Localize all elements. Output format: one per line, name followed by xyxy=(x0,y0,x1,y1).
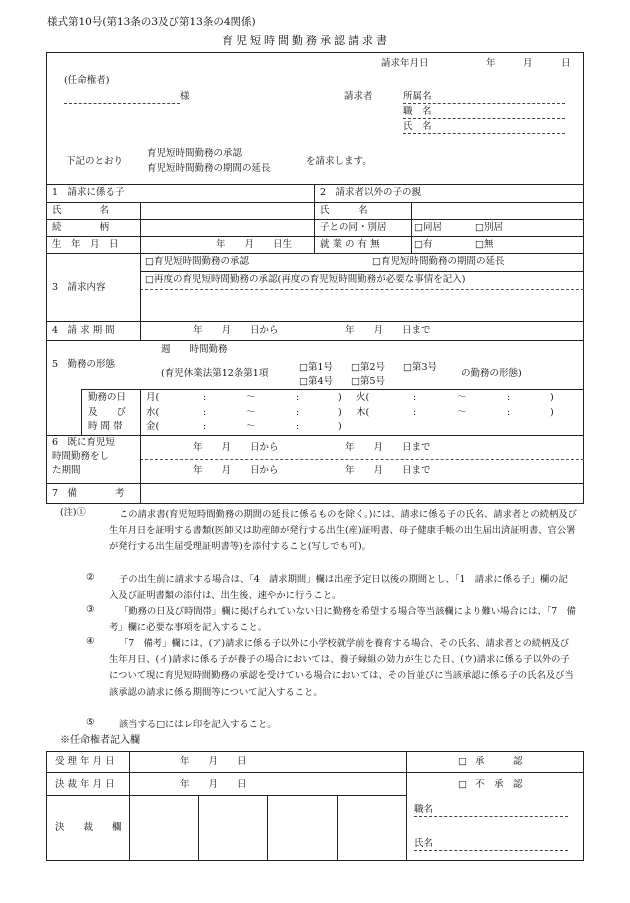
cohab-label: 子との同・別居 xyxy=(320,222,387,233)
period-from-field[interactable]: 年 月 日から xyxy=(193,325,279,336)
colon: : xyxy=(507,392,511,403)
divider xyxy=(46,435,584,436)
cohab-same-checkbox[interactable]: □ 同居 xyxy=(414,222,442,234)
schedule-wed[interactable]: 水( xyxy=(146,407,160,418)
sama-text: 様 xyxy=(180,91,190,102)
divider xyxy=(46,184,584,185)
requester-label: 請求者 xyxy=(344,91,373,102)
prior-period2-from[interactable]: 年 月 日から xyxy=(193,465,279,476)
note4-head: ④ xyxy=(86,636,95,647)
law-reference-tail: の勤務の形態) xyxy=(461,368,522,379)
kessai-cell[interactable] xyxy=(200,797,266,860)
note2: 子の出生前に請求する場合は、「4 請求期間」欄は出産予定日以後の期間とし、「1 請求に係る子」欄の記入及び証明書類の添付は、出生後、速やかに行うこと。 xyxy=(109,574,568,602)
section7-label: 7 備 考 xyxy=(52,488,125,499)
kessai-cell[interactable] xyxy=(269,797,335,860)
section2-heading: 2 請求者以外の子の親 xyxy=(320,187,422,198)
divider xyxy=(46,202,584,203)
divider xyxy=(81,389,584,390)
divider xyxy=(337,795,338,861)
divider xyxy=(81,389,82,435)
parent-name-label: 氏 名 xyxy=(320,205,368,216)
employment-no-checkbox[interactable]: □ 無 xyxy=(475,239,494,251)
divider xyxy=(267,795,268,861)
colon: : xyxy=(413,407,417,418)
divider xyxy=(46,795,406,796)
section6-label-1: 6 既に育児短 xyxy=(52,437,116,448)
appointer-label: (任命権者) xyxy=(64,75,110,86)
schedule-thu[interactable]: 木( xyxy=(356,407,370,418)
child-name-label: 氏 名 xyxy=(52,205,110,216)
employment-yes-checkbox[interactable]: □ 有 xyxy=(414,239,433,251)
schedule-label-1: 勤務の日 xyxy=(88,392,127,403)
tilde: ～ xyxy=(457,407,467,418)
tilde: ～ xyxy=(246,407,256,418)
colon: : xyxy=(296,407,300,418)
close-paren: ) xyxy=(550,407,554,418)
appointer-name-field[interactable] xyxy=(64,91,190,104)
child-birth-field[interactable]: 年 月 日生 xyxy=(216,239,293,250)
content-reapprove-checkbox[interactable]: □ 再度の育児短時間勤務の承認(再度の育児短時間勤務が必要な事情を記入) xyxy=(145,274,465,286)
item5-checkbox[interactable]: □ 第5号 xyxy=(351,376,385,388)
employment-label: 就 業 の 有 無 xyxy=(320,239,380,250)
colon: : xyxy=(203,421,207,432)
section4-label: 4 請 求 期 間 xyxy=(52,325,115,336)
affiliation-field[interactable]: 所属名 xyxy=(403,91,565,104)
request-date-label: 請求年月日 xyxy=(381,58,429,69)
schedule-label-2: 及 び xyxy=(88,407,127,418)
note2-head: ② xyxy=(86,572,95,583)
period-to-field[interactable]: 年 月 日まで xyxy=(345,325,431,336)
request-option-extend: 育児短時間勤務の期間の延長 xyxy=(147,163,271,174)
approve-checkbox[interactable]: □ 承 認 xyxy=(458,756,523,768)
colon: : xyxy=(203,392,207,403)
divider xyxy=(46,219,584,220)
dashed-divider xyxy=(140,459,584,460)
tilde: ～ xyxy=(246,421,256,432)
note5-head: ⑤ xyxy=(86,717,95,728)
divider xyxy=(140,253,141,340)
content-extend-checkbox[interactable]: □ 育児短時間勤務の期間の延長 xyxy=(372,256,505,268)
schedule-mon[interactable]: 月( xyxy=(146,392,160,403)
cohab-separate-checkbox[interactable]: □ 別居 xyxy=(475,222,503,234)
divider xyxy=(314,184,315,253)
close-paren: ) xyxy=(338,392,342,403)
close-paren: ) xyxy=(338,407,342,418)
law-reference: (育児休業法第12条第1項 xyxy=(161,368,269,379)
section5-label: 5 勤務の形態 xyxy=(52,359,116,370)
approver-position-field[interactable]: 職名 xyxy=(414,804,568,817)
divider xyxy=(198,795,199,861)
close-paren: ) xyxy=(338,421,342,432)
divider xyxy=(411,202,412,253)
weekly-hours-field[interactable]: 週 時間勤務 xyxy=(161,344,228,355)
colon: : xyxy=(203,407,207,418)
colon: : xyxy=(507,407,511,418)
tilde: ～ xyxy=(246,392,256,403)
note1: この請求書(育児短時間勤務の期間の延長に係るものを除く。)には、請求に係る子の氏名、請求者との続柄及び生年月日を証明する書類(医師又は助産師が発行する出生(産)証明書、母子健康手帳の出生届出済証明書、官公署が発行する出生届受理証明書等)を添付すること(写しでも可)。 xyxy=(109,509,577,553)
request-option-approve: 育児短時間勤務の承認 xyxy=(147,148,243,159)
section3-label: 3 請求内容 xyxy=(52,282,106,293)
content-approve-checkbox[interactable]: □ 育児短時間勤務の承認 xyxy=(145,256,249,268)
remarks-field[interactable] xyxy=(142,485,582,502)
divider xyxy=(46,253,584,254)
divider xyxy=(406,751,407,861)
schedule-tue[interactable]: 火( xyxy=(356,392,370,403)
tail-text: を請求します。 xyxy=(306,156,372,167)
item3-checkbox[interactable]: □ 第3号 xyxy=(403,362,437,374)
prior-period1-to[interactable]: 年 月 日まで xyxy=(345,442,431,453)
kessai-label: 決 裁 欄 xyxy=(55,822,122,833)
note5: 該当する□にはレ印を記入すること。 xyxy=(119,719,277,730)
dashed-divider xyxy=(140,289,584,290)
received-date-label: 受 理 年 月 日 xyxy=(55,756,115,767)
section1-heading: 1 請求に係る子 xyxy=(52,187,125,198)
divider xyxy=(46,483,584,484)
kessai-cell[interactable] xyxy=(339,797,405,860)
disapprove-checkbox[interactable]: □ 不 承 認 xyxy=(458,779,523,791)
item1-checkbox[interactable]: □ 第1号 xyxy=(299,362,333,374)
schedule-fri[interactable]: 金( xyxy=(146,421,160,432)
child-relation-label: 続 柄 xyxy=(52,222,110,233)
kessai-cell[interactable] xyxy=(131,797,197,860)
approver-name-field[interactable]: 氏名 xyxy=(414,838,568,851)
tilde: ～ xyxy=(457,392,467,403)
decided-date-label: 決 裁 年 月 日 xyxy=(55,779,115,790)
colon: : xyxy=(296,421,300,432)
item2-checkbox[interactable]: □ 第2号 xyxy=(351,362,385,374)
divider xyxy=(46,772,584,773)
schedule-label-3: 時 間 帯 xyxy=(88,421,123,432)
section6-label-3: た期間 xyxy=(52,465,81,476)
section6-label-2: 時間勤務をし xyxy=(52,451,110,462)
note3-head: ③ xyxy=(86,604,95,615)
divider xyxy=(46,321,584,322)
lead-text: 下記のとおり xyxy=(66,156,124,167)
divider xyxy=(140,202,141,253)
child-birth-label: 生 年 月 日 xyxy=(52,239,119,250)
divider xyxy=(140,271,584,272)
divider xyxy=(129,751,130,861)
request-date-month[interactable]: 月 xyxy=(523,58,533,69)
item4-checkbox[interactable]: □ 第4号 xyxy=(299,376,333,388)
decided-date-field[interactable]: 年 月 日 xyxy=(180,779,247,790)
colon: : xyxy=(413,392,417,403)
note1-head: (注)① xyxy=(60,507,86,518)
divider xyxy=(46,236,584,237)
divider xyxy=(140,389,141,504)
received-date-field[interactable]: 年 月 日 xyxy=(180,756,247,767)
close-paren: ) xyxy=(550,392,554,403)
form-title: 育児短時間勤務承認請求書 xyxy=(222,34,390,47)
divider xyxy=(46,340,584,341)
request-date-year[interactable]: 年 xyxy=(486,58,496,69)
position-field[interactable]: 職 名 xyxy=(403,106,565,119)
request-date-day[interactable]: 日 xyxy=(561,58,571,69)
prior-period2-to[interactable]: 年 月 日まで xyxy=(345,465,431,476)
colon: : xyxy=(296,392,300,403)
form-number: 様式第10号(第13条の3及び第13条の4関係) xyxy=(47,16,256,28)
requester-name-field[interactable]: 氏 名 xyxy=(403,121,565,134)
prior-period1-from[interactable]: 年 月 日から xyxy=(193,442,279,453)
note4: 「7 備考」欄には、(ア)請求に係る子以外に小学校就学前を養育する場合、その氏名、請求者との続柄及び生年月日、(イ)請求に係る子が養子の場合においては、養子縁組の効力が生じた日、(ウ)請求に係る子以外の子について現に育児短時間勤務の承認を受けている場合においては、その旨並びに当該承認に係る子の氏名及び当該承認の請求に係る期間等について記入すること。 xyxy=(109,638,574,698)
appointer-section-heading: ※任命権者記入欄 xyxy=(60,735,140,746)
note3: 「勤務の日及び時間帯」欄に掲げられていない日に勤務を希望する場合等当該欄により難い場合には、「7 備考」欄に必要な事項を記入すること。 xyxy=(109,606,576,634)
